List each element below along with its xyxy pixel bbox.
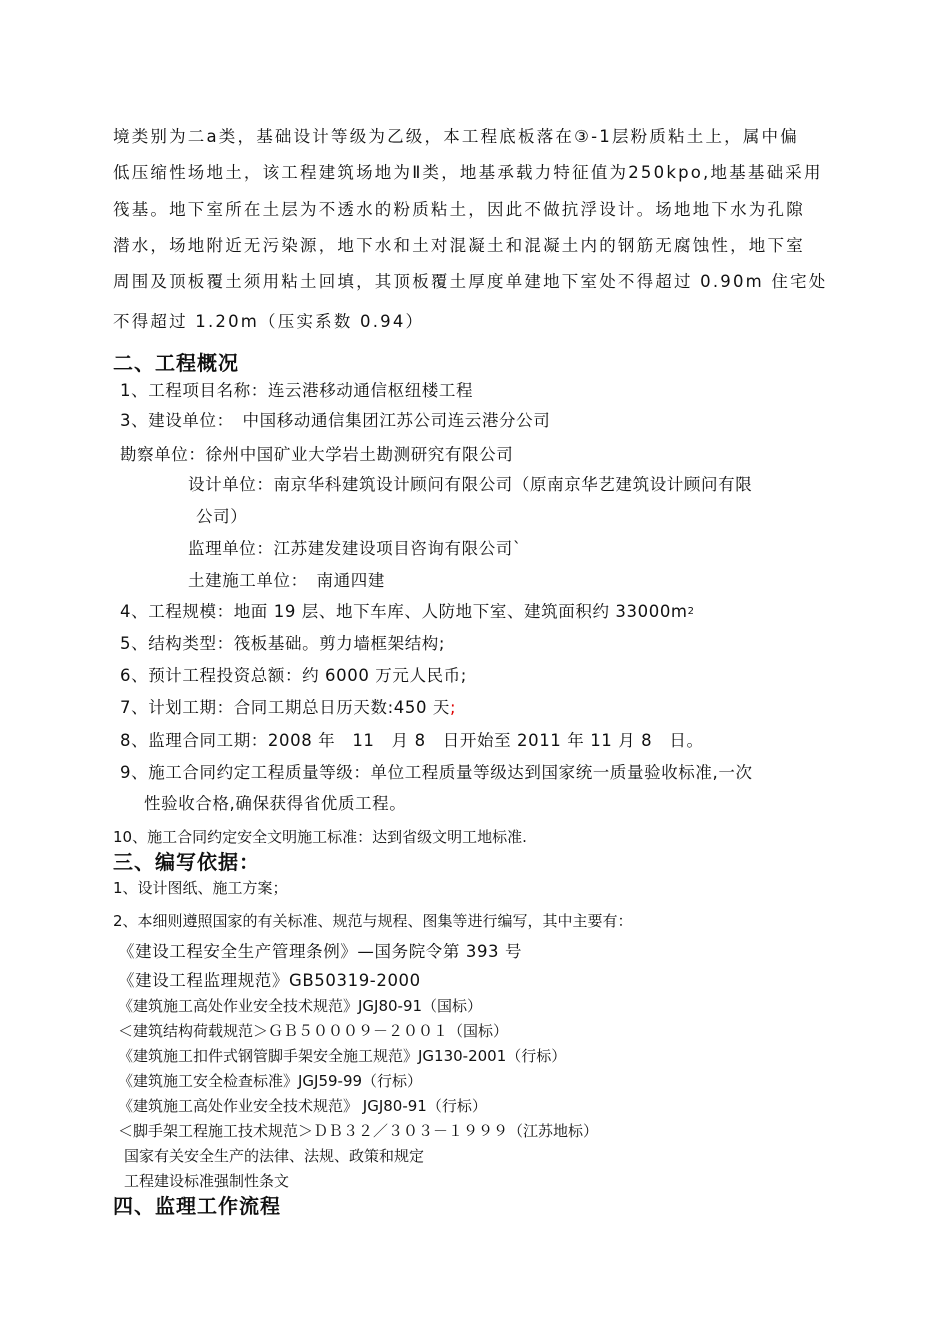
reference-6: 《建筑施工安全检查标准》JGJ59-99（行标）: [118, 1072, 423, 1090]
reference-7: 《建筑施工高处作业安全技术规范》 JGJ80-91（行标）: [118, 1097, 487, 1115]
supervision-unit: 监理单位：江苏建发建设项目咨询有限公司`: [188, 539, 522, 558]
design-unit-line-1: 设计单位：南京华科建筑设计顾问有限公司（原南京华艺建筑设计顾问有限: [188, 475, 753, 494]
basis-item-2: 2、本细则遵照国家的有关标准、规范与规程、图集等进行编写，其中主要有：: [113, 912, 633, 930]
red-semicolon: ;: [450, 698, 457, 717]
overview-item-1: 1、工程项目名称：连云港移动通信枢纽楼工程: [120, 381, 474, 400]
basis-item-1: 1、设计图纸、施工方案；: [113, 879, 288, 897]
overview-item-4-text: 4、工程规模：地面 19 层、地下车库、人防地下室、建筑面积约 33000m: [120, 602, 688, 621]
intro-line-2: 低压缩性场地土，该工程建筑场地为Ⅱ类，地基承载力特征值为250kpo,地基基础采用: [113, 163, 823, 182]
section3-heading: 三、编写依据：: [113, 850, 260, 874]
overview-item-7-text: 7、计划工期：合同工期总日历天数:450 天: [120, 698, 450, 717]
overview-item-8: 8、监理合同工期：2008 年 11 月 8 日开始至 2011 年 11 月 8 日。: [120, 731, 704, 750]
intro-line-3: 筏基。地下室所在土层为不透水的粉质粘土，因此不做抗浮设计。场地地下水为孔隙: [113, 200, 805, 219]
section4-heading: 四、监理工作流程: [113, 1194, 281, 1218]
reference-9: 国家有关安全生产的法律、法规、政策和规定: [124, 1147, 425, 1165]
overview-item-9-line-2: 性验收合格,确保获得省优质工程。: [144, 794, 407, 813]
survey-unit: 勘察单位：徐州中国矿业大学岩土勘测研究有限公司: [120, 445, 514, 464]
reference-3: 《建筑施工高处作业安全技术规范》JGJ80-91（国标）: [118, 997, 483, 1015]
overview-item-5: 5、结构类型：筏板基础。剪力墙框架结构;: [120, 634, 446, 653]
superscript-2: 2: [687, 606, 695, 617]
overview-item-10: 10、施工合同约定安全文明施工标准：达到省级文明工地标准.: [113, 828, 527, 846]
intro-line-1: 境类别为二a类，基础设计等级为乙级，本工程底板落在③-1层粉质粘土上，属中偏: [113, 127, 799, 146]
overview-item-4: [120, 601, 695, 623]
overview-item-9-line-1: 9、施工合同约定工程质量等级：单位工程质量等级达到国家统一质量验收标准,一次: [120, 763, 753, 782]
intro-line-4: 潜水，场地附近无污染源，地下水和土对混凝土和混凝土内的钢筋无腐蚀性，地下室: [113, 236, 805, 255]
intro-line-5: 周围及顶板覆土须用粘土回填，其顶板覆土厚度单建地下室处不得超过 0.90m 住宅处: [113, 272, 828, 291]
reference-8: ＜脚手架工程施工技术规范＞ＤＢ３２／３０３－１９９９（江苏地标）: [118, 1122, 599, 1140]
reference-4: ＜建筑结构荷载规范＞ＧＢ５０００９－２００１（国标）: [118, 1022, 509, 1040]
reference-1: 《建设工程安全生产管理条例》—国务院令第 393 号: [118, 942, 523, 961]
intro-line-6: 不得超过 1.20m（压实系数 0.94）: [113, 312, 425, 331]
overview-item-6: 6、预计工程投资总额：约 6000 万元人民币;: [120, 666, 467, 685]
construction-unit: 土建施工单位： 南通四建: [188, 571, 385, 590]
reference-5: 《建筑施工扣件式钢管脚手架安全施工规范》JG130-2001（行标）: [118, 1047, 567, 1065]
overview-item-7: [120, 697, 456, 719]
design-unit-line-2: 公司）: [196, 507, 248, 526]
reference-10: 工程建设标准强制性条文: [124, 1172, 290, 1190]
reference-2: 《建设工程监理规范》GB50319-2000: [118, 971, 421, 990]
section2-heading: 二、工程概况: [113, 351, 239, 375]
overview-item-3: 3、建设单位： 中国移动通信集团江苏公司连云港分公司: [120, 411, 551, 430]
